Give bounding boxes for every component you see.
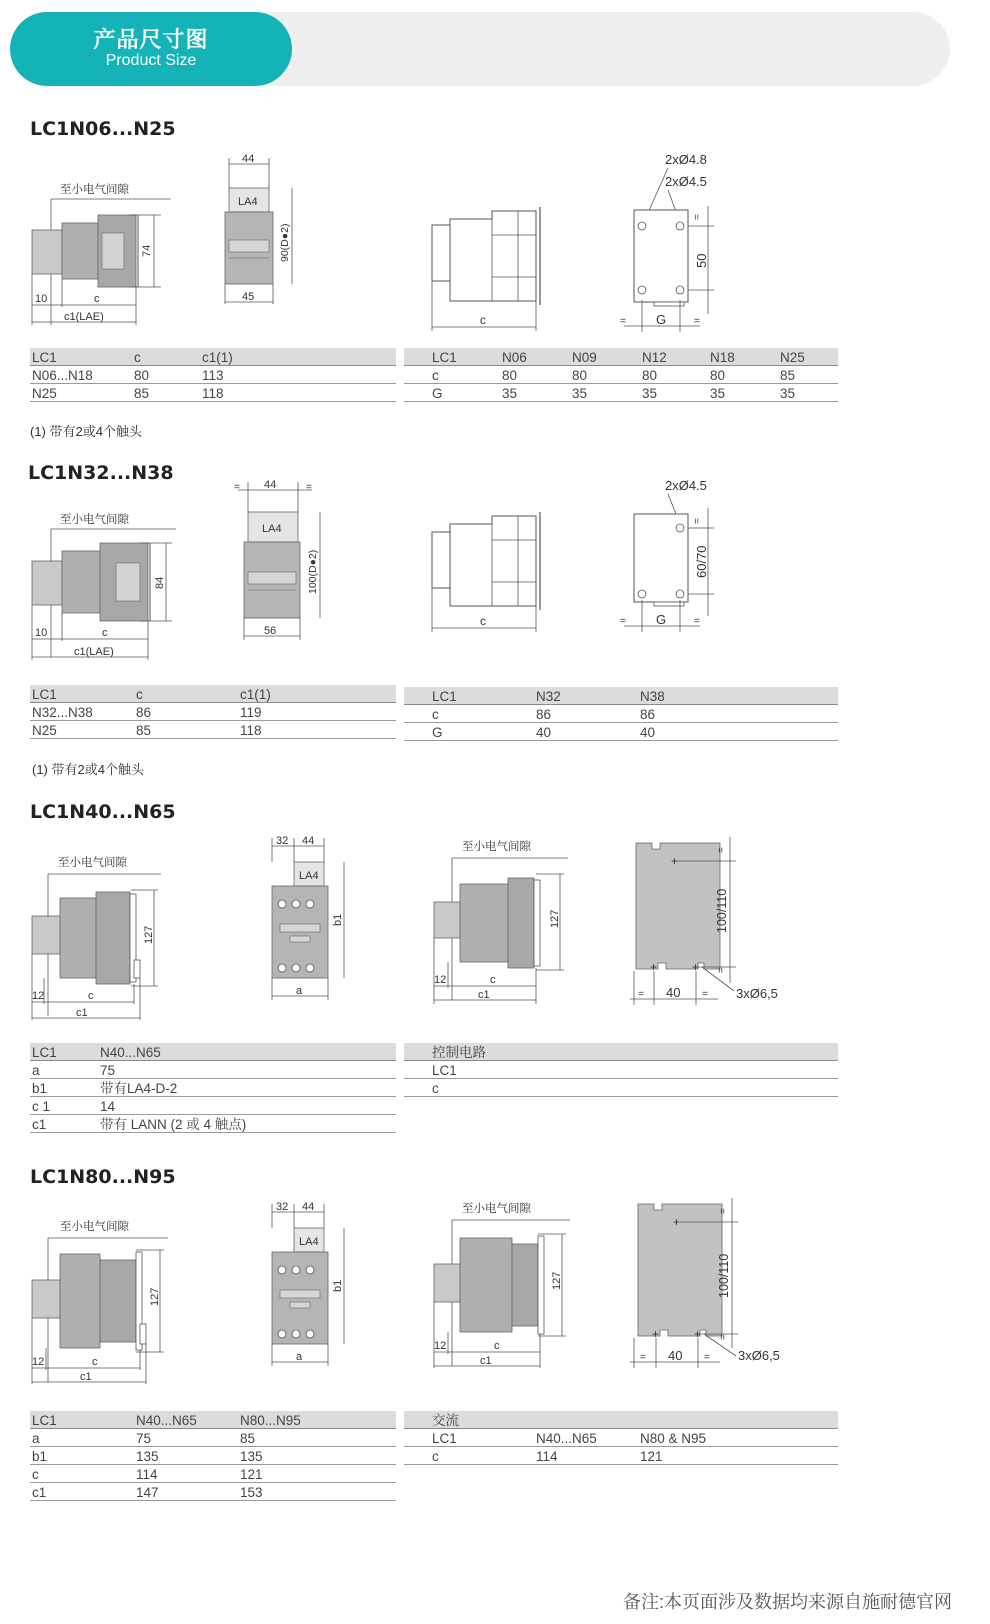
diagram-front-view xyxy=(262,832,352,1004)
svg-text:a: a xyxy=(296,1351,303,1363)
table-header: LC1 N40...N65 N80...N95 xyxy=(30,1411,396,1429)
svg-text:=: = xyxy=(620,316,626,327)
svg-text:2xØ4.5: 2xØ4.5 xyxy=(665,478,707,493)
diagram-right-side-view xyxy=(428,510,553,635)
svg-text:60/70: 60/70 xyxy=(694,545,709,578)
svg-text:至小电气间隙: 至小电气间隙 xyxy=(60,1221,129,1233)
svg-text:+: + xyxy=(694,1327,702,1341)
svg-text:=: = xyxy=(718,1334,729,1340)
svg-text:40: 40 xyxy=(668,1348,683,1363)
svg-text:100/110: 100/110 xyxy=(717,1253,731,1298)
diagram-front-view xyxy=(232,478,327,643)
svg-text:44: 44 xyxy=(264,479,277,491)
table-row: LC1 N40...N65 N80 & N95 xyxy=(404,1429,838,1447)
svg-text:32: 32 xyxy=(276,1201,289,1213)
svg-text:+: + xyxy=(652,1327,660,1341)
svg-text:c: c xyxy=(94,293,100,305)
svg-text:=: = xyxy=(718,1208,729,1214)
svg-text:90(D●2): 90(D●2) xyxy=(279,223,291,262)
section-title-n80-n95: LC1N80...N95 xyxy=(30,1166,176,1188)
svg-text:c1(LAE): c1(LAE) xyxy=(64,311,104,323)
svg-text:2xØ4.8: 2xØ4.8 xyxy=(665,152,707,167)
table-row: LC1 xyxy=(404,1061,838,1079)
svg-text:=: = xyxy=(306,482,312,493)
footnote-s1: (1) 带有2或4个触头 xyxy=(30,424,142,439)
svg-text:10: 10 xyxy=(35,293,48,305)
svg-text:=: = xyxy=(716,967,727,973)
svg-text:G: G xyxy=(656,312,667,327)
svg-text:12: 12 xyxy=(32,990,45,1002)
svg-text:至小电气间隙: 至小电气间隙 xyxy=(60,514,129,526)
table-s3-left xyxy=(30,1043,396,1133)
svg-text:44: 44 xyxy=(302,1201,315,1213)
section-title-n32-n38: LC1N32...N38 xyxy=(28,462,174,484)
svg-text:=: = xyxy=(702,989,708,1000)
svg-text:至小电气间隙: 至小电气间隙 xyxy=(58,857,127,869)
diagram-front-view xyxy=(262,1198,352,1370)
table-header: LC1 N06 N09 N12 N18 N25 xyxy=(404,348,838,366)
section-title-n06-n25: LC1N06...N25 xyxy=(30,118,176,140)
svg-text:LA4: LA4 xyxy=(299,870,319,882)
table-header: 交流 xyxy=(404,1411,838,1429)
svg-text:50: 50 xyxy=(694,253,709,268)
svg-text:12: 12 xyxy=(32,1356,45,1368)
svg-text:c1: c1 xyxy=(478,989,490,1001)
svg-text:+: + xyxy=(650,960,658,974)
svg-text:LA4: LA4 xyxy=(262,523,282,535)
svg-text:127: 127 xyxy=(549,909,561,928)
svg-text:c: c xyxy=(480,614,486,628)
svg-text:127: 127 xyxy=(149,1287,161,1306)
svg-text:3xØ6,5: 3xØ6,5 xyxy=(736,986,778,1001)
svg-text:至小电气间隙: 至小电气间隙 xyxy=(462,1203,531,1215)
svg-text:74: 74 xyxy=(141,244,153,257)
svg-text:40: 40 xyxy=(666,985,681,1000)
table-s4-right xyxy=(404,1411,838,1465)
table-row: N06...N18 80 113 xyxy=(30,366,396,384)
header-pill xyxy=(10,12,292,86)
diagram-side-view xyxy=(26,175,176,335)
svg-text:84: 84 xyxy=(154,576,166,589)
svg-text:12: 12 xyxy=(434,1340,447,1352)
svg-text:至小电气间隙: 至小电气间隙 xyxy=(462,841,531,853)
svg-text:10: 10 xyxy=(35,627,48,639)
svg-text:3xØ6,5: 3xØ6,5 xyxy=(738,1348,780,1363)
svg-text:100/110: 100/110 xyxy=(715,888,729,933)
table-row: N32...N38 86 119 xyxy=(30,703,396,721)
svg-text:=: = xyxy=(694,316,700,327)
svg-text:=: = xyxy=(716,847,727,853)
svg-text:56: 56 xyxy=(264,625,277,637)
svg-text:127: 127 xyxy=(143,925,155,944)
svg-text:=: = xyxy=(704,1352,710,1363)
footnote-s2: (1) 带有2或4个触头 xyxy=(32,762,144,777)
table-row: c1 147 153 xyxy=(30,1483,396,1501)
svg-text:b1: b1 xyxy=(332,1279,344,1292)
diagram-right-side-view xyxy=(428,1194,578,1374)
table-row: c1 带有 LANN (2 或 4 触点) xyxy=(30,1115,396,1133)
svg-text:a: a xyxy=(296,985,303,997)
svg-text:c: c xyxy=(490,974,496,986)
svg-text:c1: c1 xyxy=(80,1371,92,1383)
svg-text:c1(LAE): c1(LAE) xyxy=(74,646,114,658)
table-s4-left xyxy=(30,1411,396,1501)
svg-text:+: + xyxy=(692,960,700,974)
diagram-side-view xyxy=(26,505,186,665)
diagram-mounting-view xyxy=(610,476,740,636)
table-header: LC1 N40...N65 xyxy=(30,1043,396,1061)
svg-text:c1: c1 xyxy=(76,1007,88,1019)
table-row: c 114 121 xyxy=(30,1465,396,1483)
diagram-mounting-view xyxy=(626,835,791,1007)
table-row: c 86 86 xyxy=(404,705,838,723)
svg-text:=: = xyxy=(234,482,240,493)
table-s2-right xyxy=(404,687,838,741)
diagram-mounting-view xyxy=(610,150,740,335)
table-s1-left xyxy=(30,348,396,402)
svg-text:=: = xyxy=(640,1352,646,1363)
svg-text:c: c xyxy=(494,1340,500,1352)
table-header: LC1 c c1(1) xyxy=(30,348,396,366)
svg-text:c: c xyxy=(88,990,94,1002)
diagram-side-view xyxy=(26,848,171,1023)
table-row: c xyxy=(404,1079,838,1097)
svg-text:LA4: LA4 xyxy=(299,1236,319,1248)
table-header: LC1 c c1(1) xyxy=(30,685,396,703)
svg-text:c: c xyxy=(92,1356,98,1368)
svg-text:44: 44 xyxy=(302,835,315,847)
table-s3-right xyxy=(404,1043,838,1097)
svg-text:c1: c1 xyxy=(480,1355,492,1367)
diagram-front-view xyxy=(220,152,300,312)
diagram-right-side-view xyxy=(428,832,573,1007)
svg-text:12: 12 xyxy=(434,974,447,986)
diagram-side-view xyxy=(26,1212,176,1387)
svg-text:+: + xyxy=(673,1215,681,1229)
svg-text:=: = xyxy=(620,616,626,627)
table-row: G 40 40 xyxy=(404,723,838,741)
svg-text:至小电气间隙: 至小电气间隙 xyxy=(60,184,129,196)
table-row: a 75 xyxy=(30,1061,396,1079)
table-row: b1 135 135 xyxy=(30,1447,396,1465)
svg-text:100(D●2): 100(D●2) xyxy=(307,549,319,594)
table-header: 控制电路 xyxy=(404,1043,838,1061)
footer-note: 备注:本页面涉及数据均来源自施耐德官网 xyxy=(623,1592,952,1612)
table-row: b1 带有LA4-D-2 xyxy=(30,1079,396,1097)
section-title-n40-n65: LC1N40...N65 xyxy=(30,801,176,823)
table-s2-left xyxy=(30,685,396,739)
svg-text:=: = xyxy=(692,214,703,220)
table-row: c 80 80 80 80 85 xyxy=(404,366,838,384)
svg-text:b1: b1 xyxy=(332,913,344,926)
diagram-mounting-view xyxy=(626,1196,791,1374)
svg-text:G: G xyxy=(656,612,667,627)
table-row: N25 85 118 xyxy=(30,384,396,402)
diagram-right-side-view xyxy=(428,205,553,335)
table-row: N25 85 118 xyxy=(30,721,396,739)
svg-text:c: c xyxy=(102,627,108,639)
svg-text:2xØ4.5: 2xØ4.5 xyxy=(665,174,707,189)
table-row: G 35 35 35 35 35 xyxy=(404,384,838,402)
svg-text:127: 127 xyxy=(551,1271,563,1290)
header-title-zh: 产品尺寸图 xyxy=(93,27,209,52)
table-header: LC1 N32 N38 xyxy=(404,687,838,705)
svg-text:32: 32 xyxy=(276,835,289,847)
svg-text:45: 45 xyxy=(242,291,255,303)
svg-text:=: = xyxy=(638,989,644,1000)
table-s1-right xyxy=(404,348,838,402)
svg-text:=: = xyxy=(692,518,703,524)
table-row: a 75 85 xyxy=(30,1429,396,1447)
svg-text:=: = xyxy=(694,616,700,627)
table-row: c 114 121 xyxy=(404,1447,838,1465)
header-title-en: Product Size xyxy=(105,52,197,69)
svg-text:44: 44 xyxy=(242,153,255,165)
svg-text:LA4: LA4 xyxy=(238,196,258,208)
svg-text:+: + xyxy=(671,854,679,868)
table-row: c 1 14 xyxy=(30,1097,396,1115)
svg-text:c: c xyxy=(480,313,486,327)
